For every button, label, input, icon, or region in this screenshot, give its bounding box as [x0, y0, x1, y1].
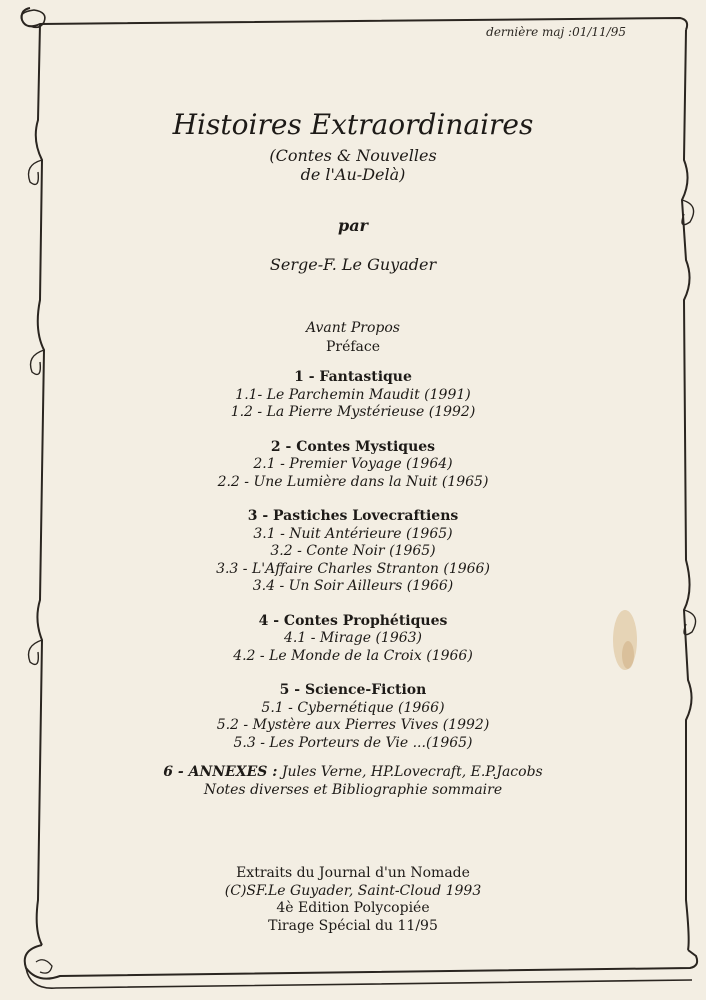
by-label: par	[338, 216, 368, 235]
toc-entry: 3.2 - Conte Noir (1965)	[270, 543, 436, 559]
annexes-label: 6 - ANNEXES :	[163, 764, 278, 780]
toc-entry: 4.2 - Le Monde de la Croix (1966)	[233, 647, 473, 664]
toc-entry: 4.1 - Mirage (1963)	[284, 630, 422, 646]
document-title: Histoires Extraordinaires	[172, 108, 534, 141]
toc-section	[0, 508, 706, 596]
footer-line-1: Extraits du Journal d'un Nomade	[236, 865, 470, 881]
front-matter-item-avant-propos: Avant Propos	[305, 320, 400, 336]
document-footer	[0, 865, 706, 935]
footer-line-4: Tirage Spécial du 11/95	[268, 917, 438, 934]
toc-section	[0, 613, 706, 666]
toc-entry: 5.1 - Cybernétique (1966)	[261, 699, 445, 716]
toc-entry: 3.3 - L'Affaire Charles Stranton (1966)	[216, 560, 490, 577]
table-of-contents	[0, 369, 706, 769]
toc-section	[0, 682, 706, 752]
toc-entry: 3.4 - Un Soir Ailleurs (1966)	[252, 578, 454, 594]
toc-section-heading: 2 - Contes Mystiques	[270, 438, 436, 455]
subtitle-line-2: de l'Au-Delà)	[300, 165, 406, 184]
front-matter	[0, 319, 706, 357]
annexes-section	[0, 764, 706, 799]
toc-entry: 1.2 - La Pierre Mystérieuse (1992)	[230, 404, 476, 420]
toc-section-heading: 3 - Pastiches Lovecraftiens	[247, 508, 459, 524]
subtitle-line-1: (Contes & Nouvelles	[269, 146, 437, 165]
toc-entry: 2.1 - Premier Voyage (1964)	[253, 456, 453, 472]
update-note: dernière maj :01/11/95	[486, 25, 626, 39]
toc-section	[0, 369, 706, 422]
toc-section-heading: 5 - Science-Fiction	[279, 682, 427, 698]
toc-section-heading: 4 - Contes Prophétiques	[258, 612, 448, 629]
toc-section	[0, 439, 706, 492]
toc-entry: 5.2 - Mystère aux Pierres Vives (1992)	[216, 717, 490, 733]
annexes-line-2: Notes diverses et Bibliographie sommaire	[203, 781, 503, 798]
author-name: Serge-F. Le Guyader	[269, 255, 437, 274]
front-matter-item-preface: Préface	[325, 339, 381, 355]
toc-entry: 1.1- Le Parchemin Maudit (1991)	[235, 386, 471, 403]
footer-line-2: (C)SF.Le Guyader, Saint-Cloud 1993	[224, 882, 482, 899]
toc-entry: 5.3 - Les Porteurs de Vie ...(1965)	[233, 734, 473, 751]
annexes-line-1	[0, 764, 706, 782]
footer-line-3: 4è Edition Polycopiée	[276, 900, 430, 916]
document-subtitle	[0, 146, 706, 184]
toc-entry: 2.2 - Une Lumière dans la Nuit (1965)	[217, 473, 489, 490]
toc-entry: 3.1 - Nuit Antérieure (1965)	[253, 525, 453, 542]
annexes-authors: Jules Verne, HP.Lovecraft, E.P.Jacobs	[281, 764, 543, 780]
toc-section-heading: 1 - Fantastique	[294, 369, 412, 385]
